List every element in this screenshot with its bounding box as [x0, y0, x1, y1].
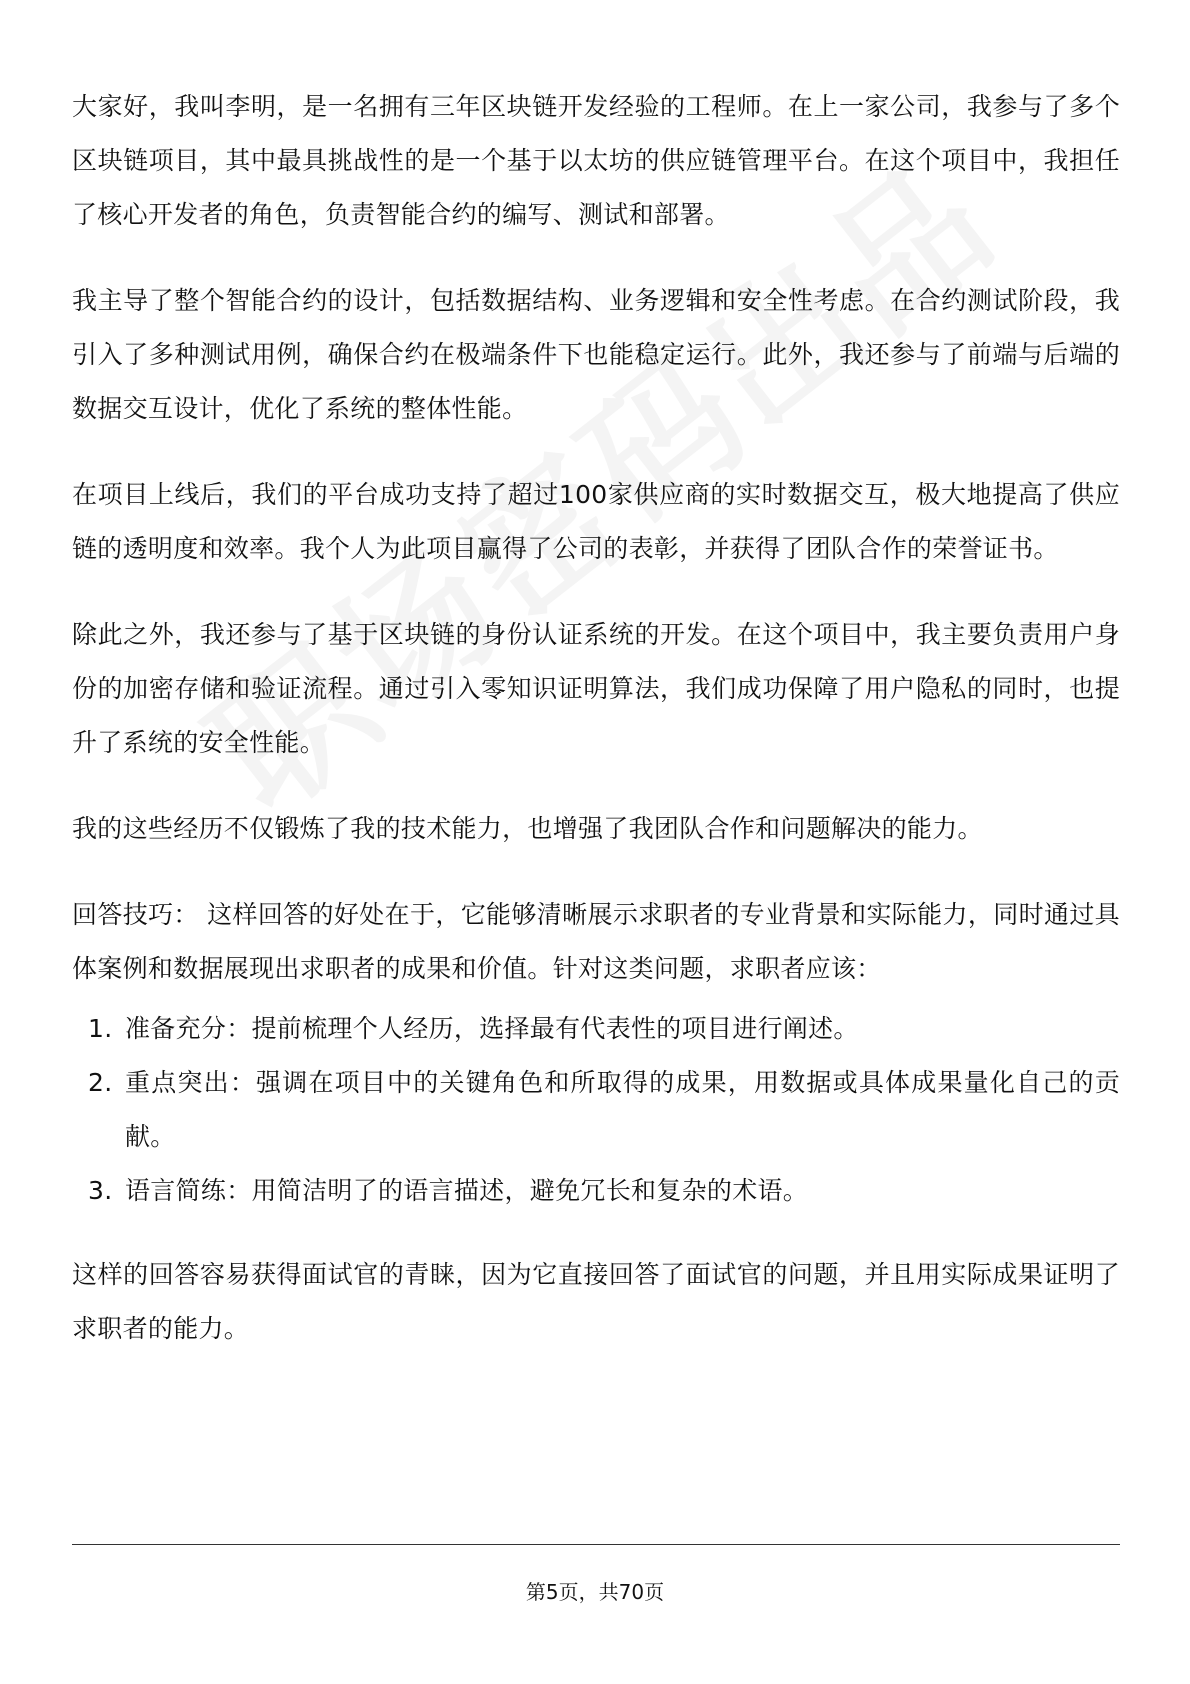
paragraph-results: 在项目上线后，我们的平台成功支持了超过100家供应商的实时数据交互，极大地提高了供应链的透明度和效率。我个人为此项目赢得了公司的表彰，并获得了团队合作的荣誉证书。 [72, 480, 1120, 563]
list-item-text: 语言简练：用简洁明了的语言描述，避免冗长和复杂的术语。 [125, 1176, 809, 1205]
list-item-number: 1. [88, 1014, 113, 1043]
list-item-text: 重点突出：强调在项目中的关键角色和所取得的成果，用数据或具体成果量化自己的贡献。 [125, 1068, 1120, 1151]
list-item [72, 1164, 1120, 1218]
paragraph-contract-design: 我主导了整个智能合约的设计，包括数据结构、业务逻辑和安全性考虑。在合约测试阶段，我引入了多种测试用例，确保合约在极端条件下也能稳定运行。此外，我还参与了前端与后端的数据交互设计，优化了系统的整体性能。 [72, 286, 1120, 423]
list-item-text: 准备充分：提前梳理个人经历，选择最有代表性的项目进行阐述。 [125, 1014, 859, 1043]
tips-list [72, 1002, 1120, 1218]
document-body [72, 80, 1120, 1388]
paragraph-identity-project: 除此之外，我还参与了基于区块链的身份认证系统的开发。在这个项目中，我主要负责用户身份的加密存储和验证流程。通过引入零知识证明算法，我们成功保障了用户隐私的同时，也提升了系统的安全性能。 [72, 620, 1120, 757]
tips-label: 回答技巧： [72, 900, 199, 929]
page-number: 第5页，共70页 [525, 1580, 665, 1604]
list-item [72, 1002, 1120, 1056]
list-item [72, 1056, 1120, 1164]
paragraph-intro: 大家好，我叫李明，是一名拥有三年区块链开发经验的工程师。在上一家公司，我参与了多个区块链项目，其中最具挑战性的是一个基于以太坊的供应链管理平台。在这个项目中，我担任了核心开发者的角色，负责智能合约的编写、测试和部署。 [72, 92, 1120, 229]
tips-paragraph [72, 888, 1120, 996]
paragraph-conclusion: 这样的回答容易获得面试官的青睐，因为它直接回答了面试官的问题，并且用实际成果证明了求职者的能力。 [72, 1260, 1120, 1343]
footer-divider [72, 1544, 1120, 1545]
list-item-number: 2. [88, 1068, 113, 1097]
list-item-number: 3. [88, 1176, 113, 1205]
tips-intro: 这样回答的好处在于，它能够清晰展示求职者的专业背景和实际能力，同时通过具体案例和数据展现出求职者的成果和价值。针对这类问题，求职者应该： [72, 900, 1120, 983]
paragraph-summary: 我的这些经历不仅锻炼了我的技术能力，也增强了我团队合作和问题解决的能力。 [72, 814, 983, 843]
